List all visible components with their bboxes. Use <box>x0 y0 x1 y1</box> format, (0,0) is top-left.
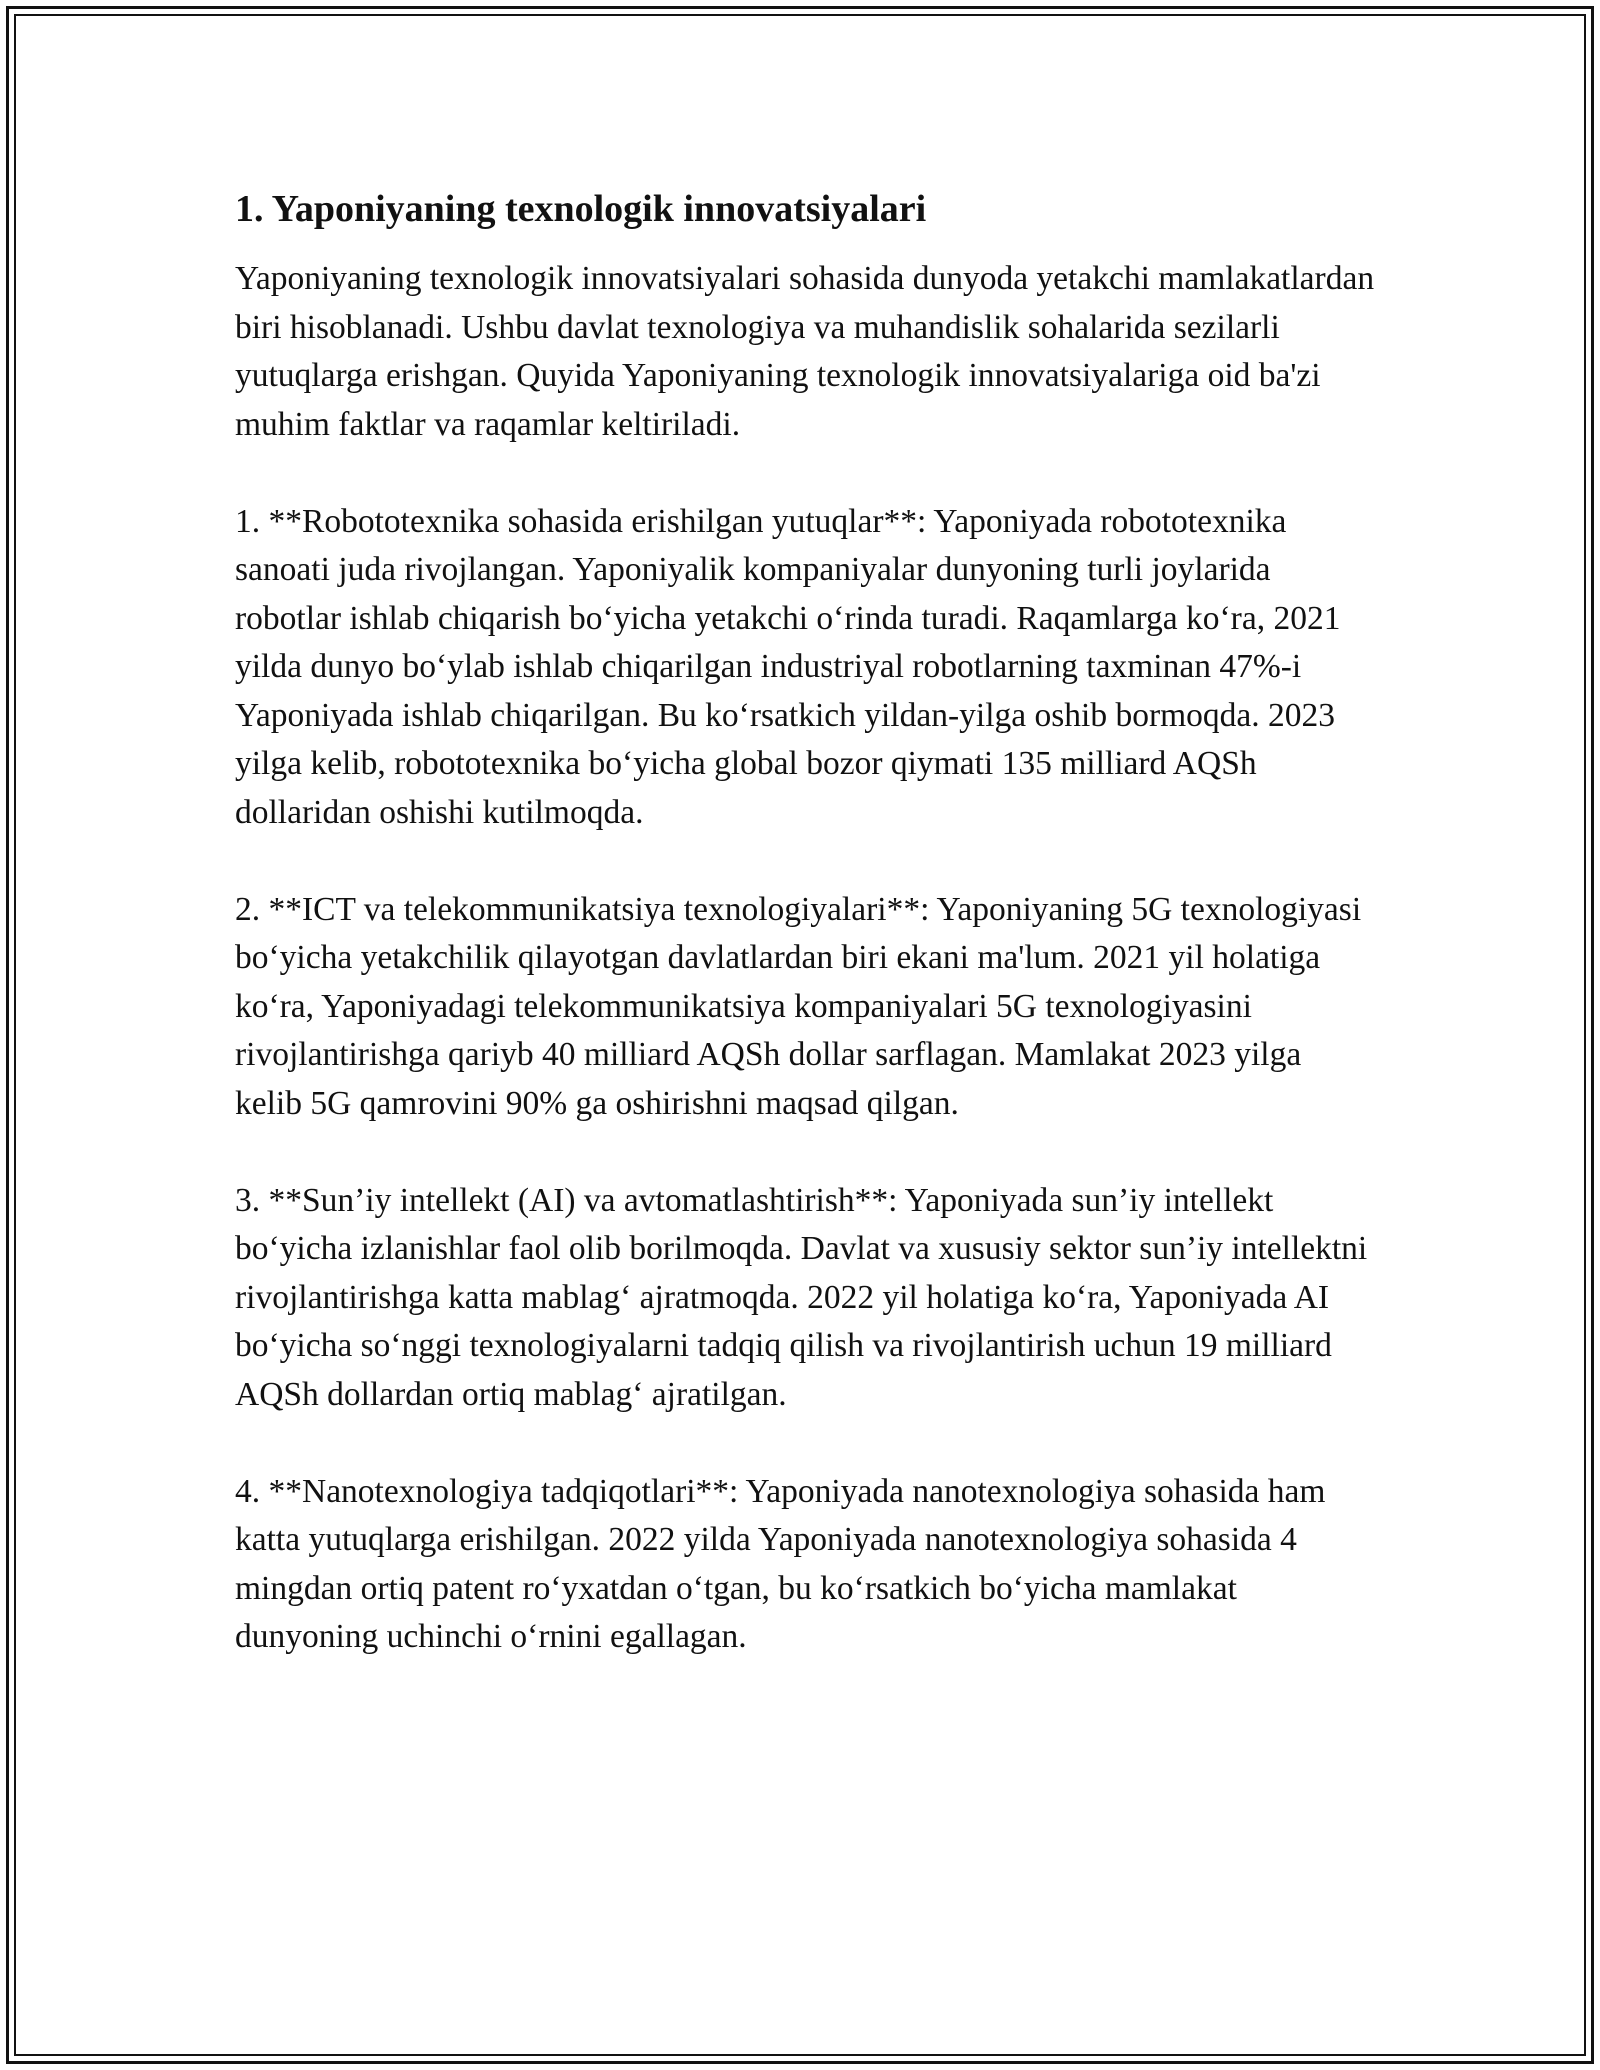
paragraph-ai: 3. **Sun’iy intellekt (AI) va avtomatlashtirish**: Yaponiyada sun’iy intellekt bo‘yicha izlanishlar faol olib borilmoqda. Davlat va xususiy sektor sun’iy intellektni rivojlantirishga katta mablag‘ ajratmoqda. 2022 yil holatiga ko‘ra, Yaponiyada AI bo‘yicha so‘nggi texnologiyalarni tadqiq qilish va rivojlantirish uchun 19 milliard AQSh dollardan ortiq mablag‘ ajratilgan. <box>235 1181 1368 1413</box>
paragraph-intro: Yaponiyaning texnologik innovatsiyalari sohasida dunyoda yetakchi mamlakatlardan biri hisoblanadi. Ushbu davlat texnologiya va muhandislik sohalarida sezilarli yutuqlarga erishgan. Quyida Yaponiyaning texnologik innovatsiyalariga oid ba'zi muhim faktlar va raqamlar keltiriladi. <box>235 260 1375 443</box>
paragraph-robotics: 1. **Robototexnika sohasida erishilgan yutuqlar**: Yaponiyada robototexnika sanoati juda rivojlangan. Yaponiyalik kompaniyalar dunyoning turli joylarida robotlar ishlab chiqarish bo‘yicha yetakchi o‘rinda turadi. Raqamlarga ko‘ra, 2021 yilda dunyo bo‘ylab ishlab chiqarilgan industriyal robotlarning taxminan 47%-i Yaponiyada ishlab chiqarilgan. Bu ko‘rsatkich yildan-yilga oshib bormoqda. 2023 yilga kelib, robototexnika bo‘yicha global bozor qiymati 135 milliard AQSh dollaridan oshishi kutilmoqda. <box>235 502 1341 831</box>
paragraph-nanotech: 4. **Nanotexnologiya tadqiqotlari**: Yaponiyada nanotexnologiya sohasida ham katta yutuqlarga erishilgan. 2022 yilda Yaponiyada nanotexnologiya sohasida 4 mingdan ortiq patent ro‘yxatdan o‘tgan, bu ko‘rsatkich bo‘yicha mamlakat dunyoning uchinchi o‘rnini egallagan. <box>235 1472 1326 1655</box>
document-title: 1. Yaponiyaning texnologik innovatsiyalari <box>235 188 927 230</box>
paragraph-ict: 2. **ICT va telekommunikatsiya texnologiyalari**: Yaponiyaning 5G texnologiyasi bo‘yicha yetakchilik qilayotgan davlatlardan biri ekani ma'lum. 2021 yil holatiga ko‘ra, Yaponiyadagi telekommunikatsiya kompaniyalari 5G texnologiyasini rivojlantirishga qariyb 40 milliard AQSh dollar sarflagan. Mamlakat 2023 yilga kelib 5G qamrovini 90% ga oshirishni maqsad qilgan. <box>235 890 1362 1122</box>
document-body <box>235 185 1375 1710</box>
